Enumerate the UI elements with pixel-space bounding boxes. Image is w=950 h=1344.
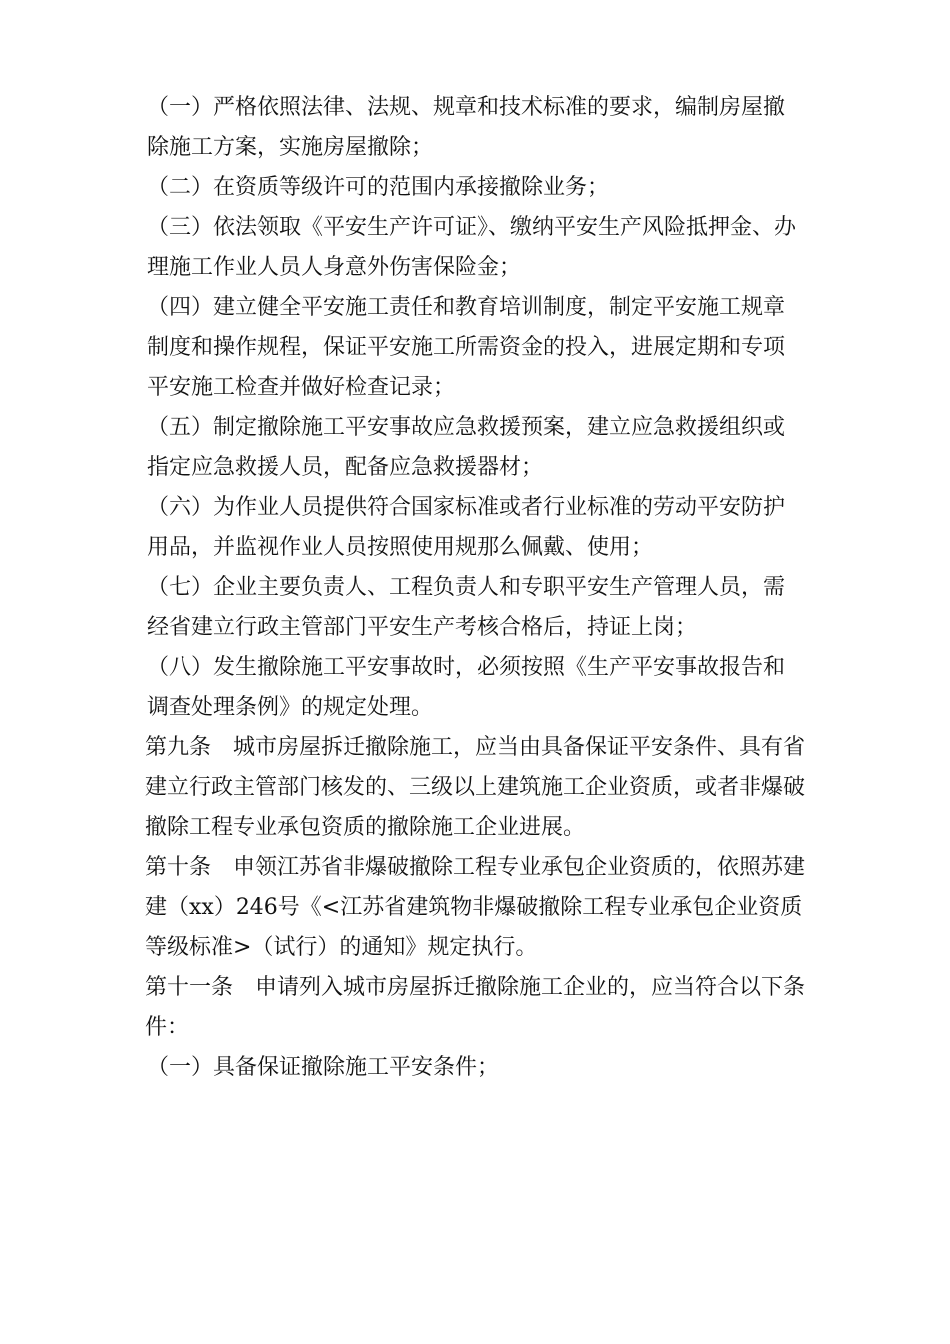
- clause-item-2: （二）在资质等级许可的范围内承接撤除业务；: [147, 175, 610, 200]
- clause-item-3: （三）依法领取《平安生产许可证》、缴纳平安生产风险抵押金、办理施工作业人员人身意外伤害保险金；: [147, 215, 797, 280]
- clause-item-1: （一）严格依照法律、法规、规章和技术标准的要求，编制房屋撤除施工方案，实施房屋撤除；: [147, 95, 786, 160]
- article-9: 第九条 城市房屋拆迁撤除施工，应当由具备保证平安条件、具有省建立行政主管部门核发的、三级以上建筑施工企业资质，或者非爆破撤除工程专业承包资质的撤除施工企业进展。: [145, 735, 806, 840]
- clause-item-11-1: （一）具备保证撤除施工平安条件；: [147, 1055, 500, 1080]
- clause-item-7: （七）企业主要负责人、工程负责人和专职平安生产管理人员，需经省建立行政主管部门平安生产考核合格后，持证上岗；: [147, 575, 786, 640]
- article-11: 第十一条 申请列入城市房屋拆迁撤除施工企业的，应当符合以下条件：: [145, 975, 806, 1040]
- clause-item-4: （四）建立健全平安施工责任和教育培训制度，制定平安施工规章制度和操作规程，保证平安施工所需资金的投入，进展定期和专项平安施工检查并做好检查记录；: [147, 295, 786, 400]
- clause-item-5: （五）制定撤除施工平安事故应急救援预案，建立应急救援组织或指定应急救援人员，配备应急救援器材；: [147, 415, 786, 480]
- document-page: [145, 88, 805, 1088]
- clause-item-6: （六）为作业人员提供符合国家标准或者行业标准的劳动平安防护用品，并监视作业人员按照使用规那么佩戴、使用；: [147, 495, 786, 560]
- clause-item-8: （八）发生撤除施工平安事故时，必须按照《生产平安事故报告和调查处理条例》的规定处理。: [147, 655, 786, 720]
- article-10: 第十条 申领江苏省非爆破撤除工程专业承包企业资质的，依照苏建建（xx）246号《<江苏省建筑物非爆破撤除工程专业承包企业资质等级标准>（试行）的通知》规定执行。: [145, 855, 806, 960]
